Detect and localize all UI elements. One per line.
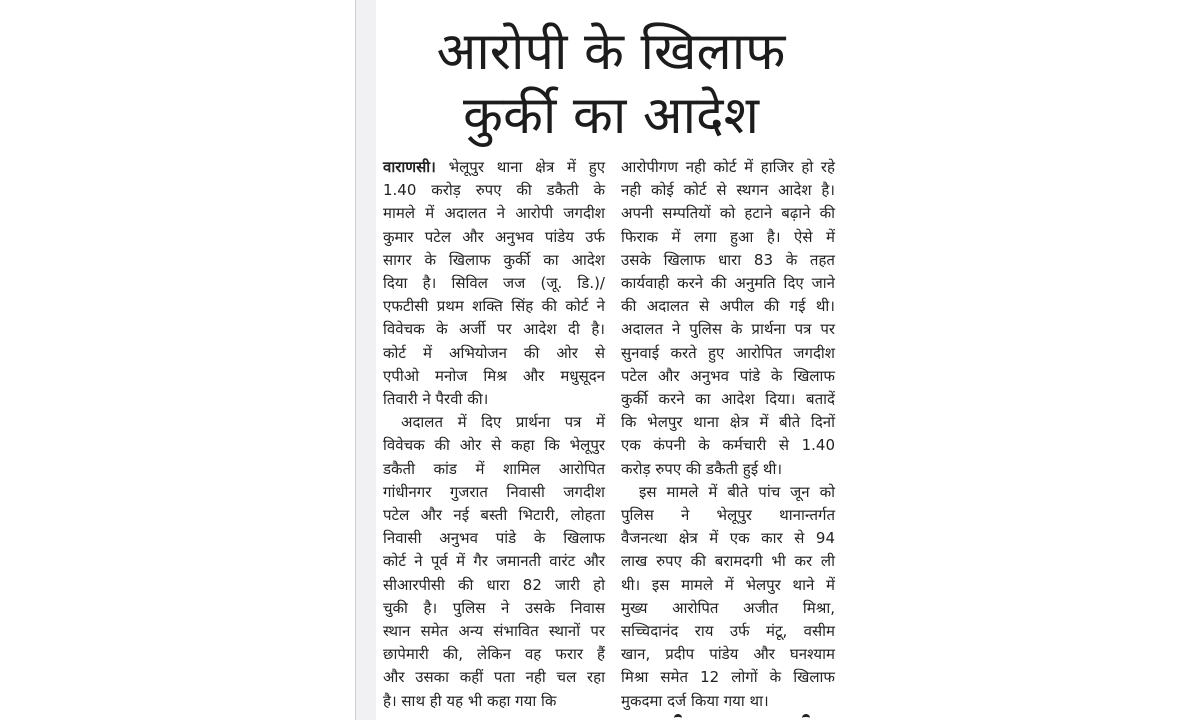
page-margin-strip [355,0,376,720]
article-text: भेलूपुर थाना क्षेत्र में हुए [435,158,605,176]
article-text-line: सागर के खिलाफ कुर्की का आदेश [383,250,605,269]
article-text-line: अदालत में दिए प्रार्थना पत्र में [401,413,605,432]
article-text-line: लाख रुपए की बरामदगी भी कर ली [621,552,835,571]
dateline: वाराणसी। [383,158,436,176]
article-text-line: मामले में अदालत ने आरोपी जगदीश [383,204,605,223]
article-text-line: और उसका कहीं पता नही चल रहा [383,668,605,687]
glyph-fragment [802,714,810,720]
article-text-line: पटेल और अनुभव पांडे के खिलाफ [621,366,835,385]
article-text-line: उसके खिलाफ धारा 83 के तहत [621,250,835,269]
article-text-line: फिराक में लगा हुआ है। ऐसे में [621,227,835,246]
article-text-line: छापेमारी की, लेकिन वह फरार हैं [383,645,605,664]
article-text-line: कि भेलपुर थाना क्षेत्र में बीते दिनों [621,413,835,432]
article-text-line: कुर्की करने का आदेश दिया। बतादें [621,390,835,409]
article-text-line: खान, प्रदीप पांडेय और घनश्याम [621,645,835,664]
article-text-line: कुमार पटेल और अनुभव पांडेय उर्फ [383,227,605,246]
article-text-line: है। साथ ही यह भी कहा गया कि [383,691,557,710]
article-text-line: सीआरपीसी की धारा 82 जारी हो [383,575,605,594]
article-column-left [383,156,605,713]
article-text-line: सच्चिदानंद राय उर्फ मंटू, वसीम [621,622,835,641]
article-text-line: की अदालत से अपील की गई थी। [621,297,835,316]
newspaper-clipping [376,0,846,720]
headline [376,20,846,148]
article-text-line: कार्यवाही करने की अनुमति दिए जाने [621,274,835,293]
article-text-line: स्थान समेत अन्य संभावित स्थानों पर [383,622,605,641]
article-text-line: एफटीसी प्रथम शक्ति सिंह की कोर्ट ने [383,297,605,316]
headline-line-1: आरोपी के खिलाफ [436,22,786,82]
article-text-line: पुलिस ने भेलूपुर थानान्तर्गत [621,506,835,525]
article-text-line: विवेचक की ओर से कहा कि भेलूपुर [383,436,605,455]
article-text-line: आरोपीगण नही कोर्ट में हाजिर हो रहे [621,158,835,176]
article-text-line: कोर्ट ने पूर्व में गैर जमानती वारंट और [383,552,605,571]
article-text-line: नही कोई कोर्ट से स्थगन आदेश है। [621,181,835,200]
article-text-line: मुकदमा दर्ज किया गया था। [621,691,769,710]
article-text-line: पटेल और नई बस्ती भिटारी, लोहता [383,506,605,525]
article-text-line: थी। इस मामले में भेलपुर थाने में [621,575,835,594]
article-text-line: सुनवाई करते हुए आरोपित जगदीश [621,343,835,362]
article-text-line: गांधीनगर गुजरात निवासी जगदीश [383,482,605,501]
article-text-line: विवेचक के अर्जी पर आदेश दी है। [383,320,605,339]
next-article-headline-fragment [666,710,826,720]
article-column-right [621,156,835,713]
article-text-line: डकैती कांड में शामिल आरोपित [383,459,605,478]
article-text-line: अदालत ने पुलिस के प्रार्थना पत्र पर [621,320,835,339]
article-text-line: चुकी है। पुलिस ने उसके निवास [383,598,605,617]
article-text-line: मिश्रा समेत 12 लोगों के खिलाफ [621,668,835,687]
article-text-line: मुख्य आरोपित अजीत मिश्रा, [621,598,835,617]
article-text-line: निवासी अनुभव पांडे के खिलाफ [383,529,605,548]
article-text-line: करोड़ रुपए की डकैती हुई थी। [621,459,783,478]
article-text-line: वैजनत्था क्षेत्र में एक कार से 94 [621,529,835,548]
article-text-line: एक कंपनी के कर्मचारी से 1.40 [621,436,835,455]
article-text-line: अपनी सम्पतियों को हटाने बढ़ाने की [621,204,835,223]
article-text-line: 1.40 करोड़ रुपए की डकैती के [383,181,605,200]
article-text-line: इस मामले में बीते पांच जून को [639,482,835,501]
article-text-line: दिया है। सिविल जज (जू. डि.)/ [383,274,605,293]
article-text-line [383,156,605,179]
headline-line-2: कुर्की का आदेश [463,86,759,146]
article-text-line: तिवारी ने पैरवी की। [383,390,489,409]
glyph-fragment [674,714,682,720]
article-text-line: एपीओ मनोज मिश्र और मधुसूदन [383,366,605,385]
article-text-line: कोर्ट में अभियोजन की ओर से [383,343,605,362]
